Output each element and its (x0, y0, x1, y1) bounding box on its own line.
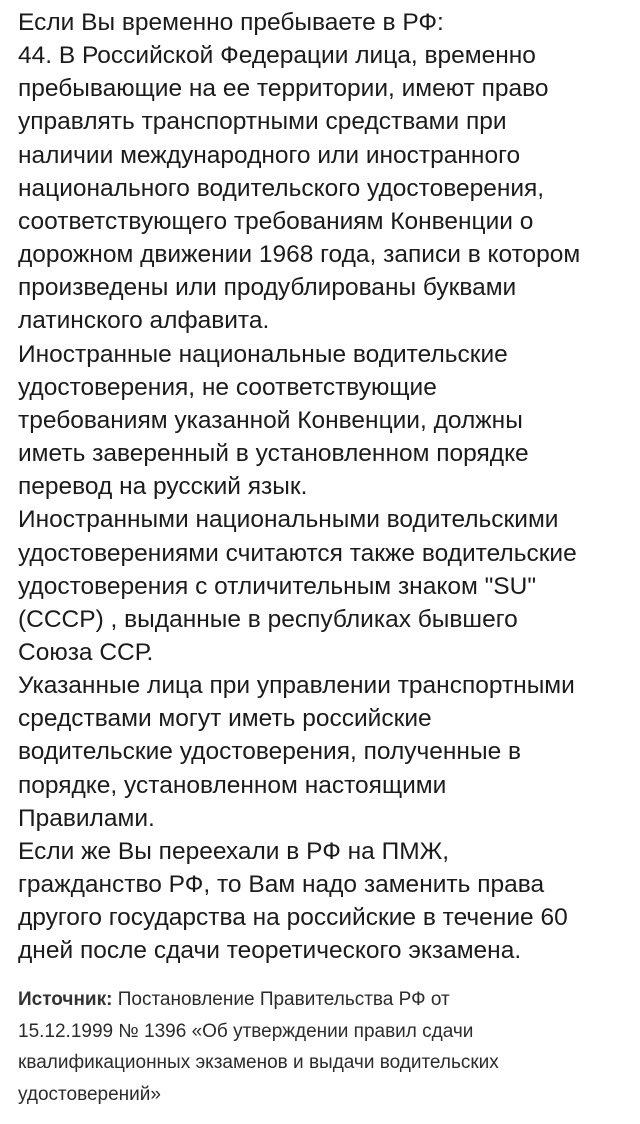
source-label: Источник: (18, 989, 113, 1010)
source-text: Постановление Правительства РФ от 15.12.1999 № 1396 «Об утверждении правил сдачи квалификационных экзаменов и выдачи водительских удостоверений» (18, 989, 499, 1105)
answer-body-text: Если Вы временно пребываете в РФ: 44. В Российской Федерации лица, временно пребывающие на ее территории, имеют право управлять транспортными средствами при наличии международного или иностранного национального водительского удостоверения, соответствующего требованиям Конвенции о дорожном движении 1968 года, записи в котором произведены или продублированы буквами латинского алфавита. Иностранные национальные водительские удостоверения, не соответствующие требованиям указанной Конвенции, должны иметь заверенный в установленном порядке перевод на русский язык. Иностранными национальными водительскими удостоверениями считаются также водительские удостоверения с отличительным знаком "SU" (СССР) , выданные в республиках бывшего Союза ССР. Указанные лица при управлении транспортными средствами могут иметь российские водительские удостоверения, полученные в порядке, установленном настоящими Правилами. Если же Вы переехали в РФ на ПМЖ, гражданство РФ, то Вам надо заменить права другого государства на российские в течение 60 дней после сдачи теоретического экзамена. (18, 9, 581, 965)
page-bottom-edge (0, 1118, 640, 1124)
source-citation (18, 984, 622, 1110)
